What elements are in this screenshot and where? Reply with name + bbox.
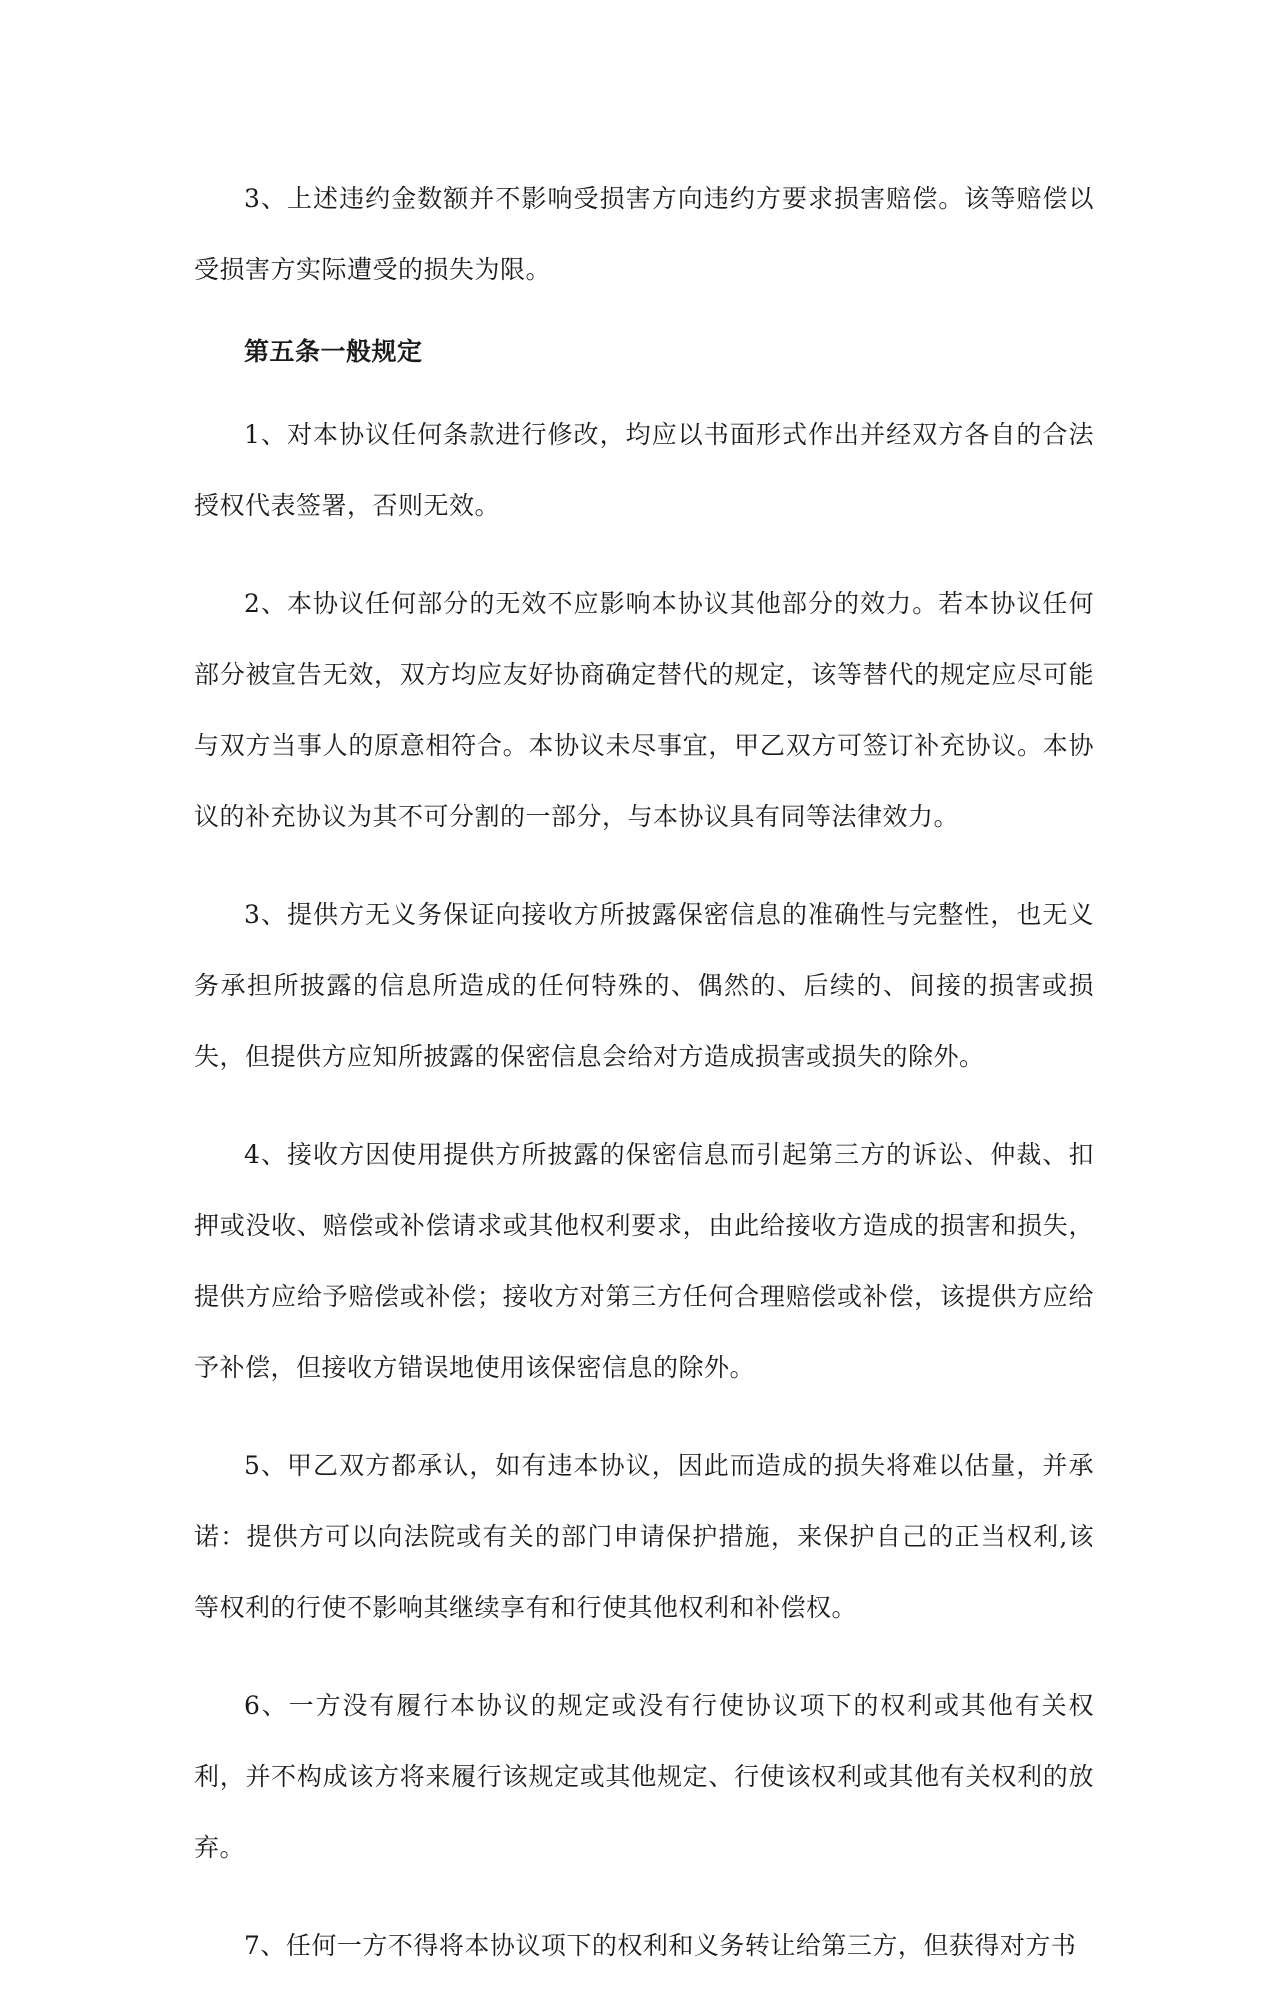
paragraph-general-4: 4、接收方因使用提供方所披露的保密信息而引起第三方的诉讼、仲裁、扣押或没收、赔偿或补偿请求或其他权利要求，由此给接收方造成的损害和损失，提供方应给予赔偿或补偿；接收方对第三方任何合理赔偿或补偿，该提供方应给予补偿，但接收方错误地使用该保密信息的除外。: [194, 1140, 1094, 1382]
document-body: [194, 163, 1094, 2008]
paragraph-general-7: 7、任何一方不得将本协议项下的权利和义务转让给第三方，但获得对方书: [244, 1931, 1077, 1960]
paragraph-penalty-clause-3: 3、上述违约金数额并不影响受损害方向违约方要求损害赔偿。该等赔偿以受损害方实际遭受的损失为限。: [194, 184, 1094, 284]
paragraph-general-2: 2、本协议任何部分的无效不应影响本协议其他部分的效力。若本协议任何部分被宣告无效，双方均应友好协商确定替代的规定，该等替代的规定应尽可能与双方当事人的原意相符合。本协议未尽事宜，甲乙双方可签订补充协议。本协议的补充协议为其不可分割的一部分，与本协议具有同等法律效力。: [194, 589, 1094, 831]
paragraph-general-6: 6、一方没有履行本协议的规定或没有行使协议项下的权利或其他有关权利，并不构成该方将来履行该规定或其他规定、行使该权利或其他有关权利的放弃。: [194, 1691, 1094, 1862]
paragraph-general-1: 1、对本协议任何条款进行修改，均应以书面形式作出并经双方各自的合法授权代表签署，否则无效。: [194, 420, 1094, 520]
paragraph-general-3: 3、提供方无义务保证向接收方所披露保密信息的准确性与完整性，也无义务承担所披露的信息所造成的任何特殊的、偶然的、后续的、间接的损害或损失，但提供方应知所披露的保密信息会给对方造成损害或损失的除外。: [194, 900, 1094, 1071]
paragraph-general-5: 5、甲乙双方都承认，如有违本协议，因此而造成的损失将难以估量，并承诺：提供方可以向法院或有关的部门申请保护措施，来保护自己的正当权利,该等权利的行使不影响其继续享有和行使其他权利和补偿权。: [194, 1451, 1094, 1622]
section-heading-article-5: 第五条一般规定: [244, 337, 423, 366]
